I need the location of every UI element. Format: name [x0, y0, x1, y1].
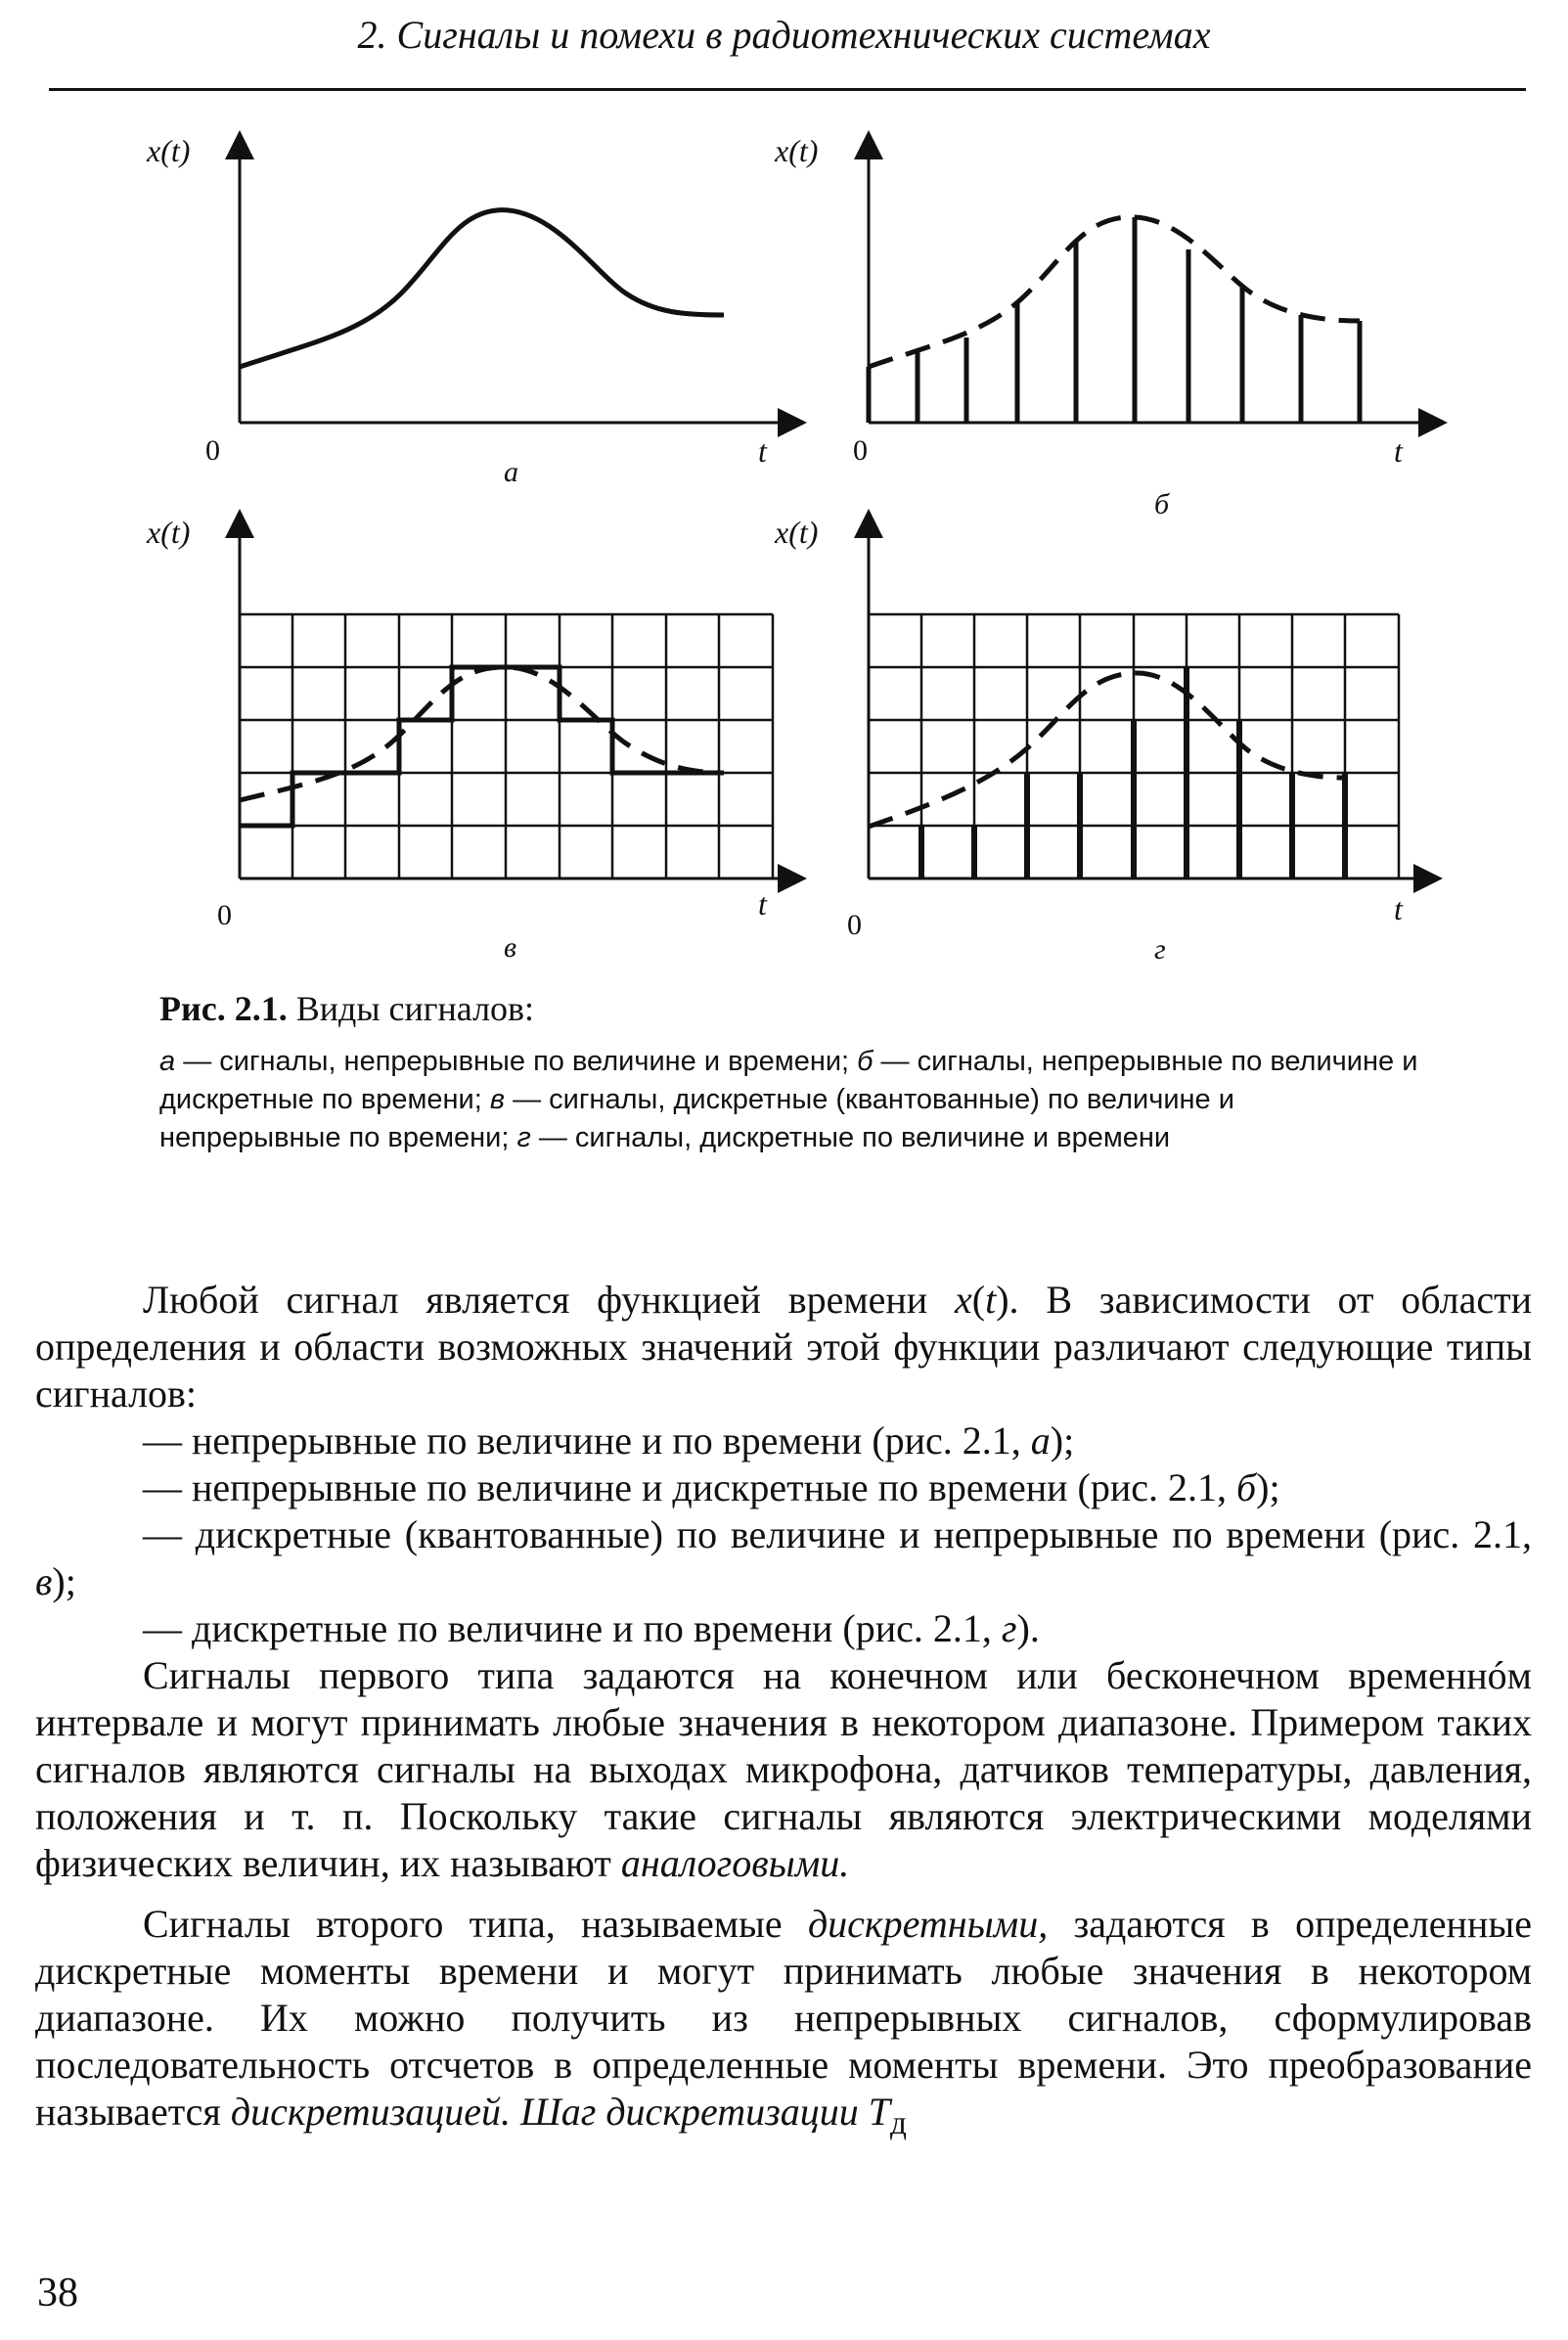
caption-body: а — сигналы, непрерывные по величине и времени; б — сигналы, непрерывные по величине и дискретные по времени; в — сигналы, дискретные (квантованные) по величине и непрерывные по времени; г — сигналы, дискретные по величине и времени: [159, 1046, 1418, 1153]
list-item-3: — дискретные (квантованные) по величине и непрерывные по времени (рис. 2.1, в);: [35, 1512, 1532, 1603]
panel-b: [774, 133, 1433, 520]
figure-2-1: [0, 0, 1568, 978]
panel-g-x-label: t: [1394, 891, 1403, 926]
panel-b-origin: 0: [853, 434, 868, 467]
page-number: 38: [37, 2271, 78, 2316]
panel-v: [146, 515, 792, 964]
paragraph-discrete: Сигналы второго типа, называемые дискретными, задаются в определенные дискретные моменты времени и могут принимать любые значения в некотором диапазоне. Их можно получить из непрерывных сигналов, сформулировав последовательность отсчетов в определенные моменты времени. Это преобразование называется дискретизацией. Шаг дискретизации $T_д$: [35, 1902, 1532, 2141]
caption-title: Рис. 2.1. Виды сигналов:: [159, 989, 535, 1028]
running-header: 2. Сигналы и помехи в радиотехнических системах: [357, 13, 1211, 57]
panel-v-y-label: x(t): [147, 515, 191, 550]
figure-caption: [159, 988, 1421, 1157]
panel-a-letter: а: [504, 456, 518, 488]
panel-a-y-label: x(t): [147, 133, 191, 168]
panel-g-envelope: [869, 673, 1345, 827]
paragraph-analog: Сигналы первого типа задаются на конечном или бесконечном временнóм интервале и могут принимать любые значения в некотором диапазоне. Примером таких сигналов являются сигналы на выходах микрофона, датчиков температуры, давления, положения и т. п. Поскольку такие сигналы являются электрическими моделями физических величин, их называют аналоговыми.: [35, 1653, 1532, 1885]
panel-b-envelope: [869, 217, 1360, 367]
panel-b-x-label: t: [1394, 433, 1403, 469]
list-item-4: — дискретные по величине и по времени (рис. 2.1, г).: [143, 1606, 1040, 1650]
panel-a-curve: [240, 210, 724, 367]
panel-v-steps: [240, 667, 719, 826]
panel-v-grid: [240, 614, 773, 878]
panel-b-y-label: x(t): [775, 133, 819, 168]
paragraph-intro: Любой сигнал является функцией времени x(t). В зависимости от области определения и области возможных значений этой функции различают следующие типы сигналов:: [35, 1278, 1532, 1416]
body-text: [35, 1277, 1532, 2147]
panel-v-origin: 0: [217, 899, 232, 931]
panel-g-letter: г: [1154, 933, 1166, 966]
panel-g-origin: 0: [847, 909, 862, 941]
panel-a: [146, 133, 792, 488]
panel-v-x-label: t: [758, 886, 767, 922]
panel-a-x-label: t: [758, 433, 767, 469]
panel-a-origin: 0: [205, 434, 220, 467]
panel-v-envelope: [240, 667, 724, 800]
panel-g-y-label: x(t): [775, 515, 819, 550]
list-item-1: — непрерывные по величине и по времени (рис. 2.1, а);: [143, 1418, 1075, 1462]
panel-b-letter: б: [1154, 488, 1170, 520]
panel-g: [774, 515, 1428, 966]
panel-b-samples: [869, 217, 1360, 423]
list-item-2: — непрерывные по величине и дискретные по времени (рис. 2.1, б);: [143, 1465, 1280, 1509]
panel-v-letter: в: [504, 931, 517, 964]
